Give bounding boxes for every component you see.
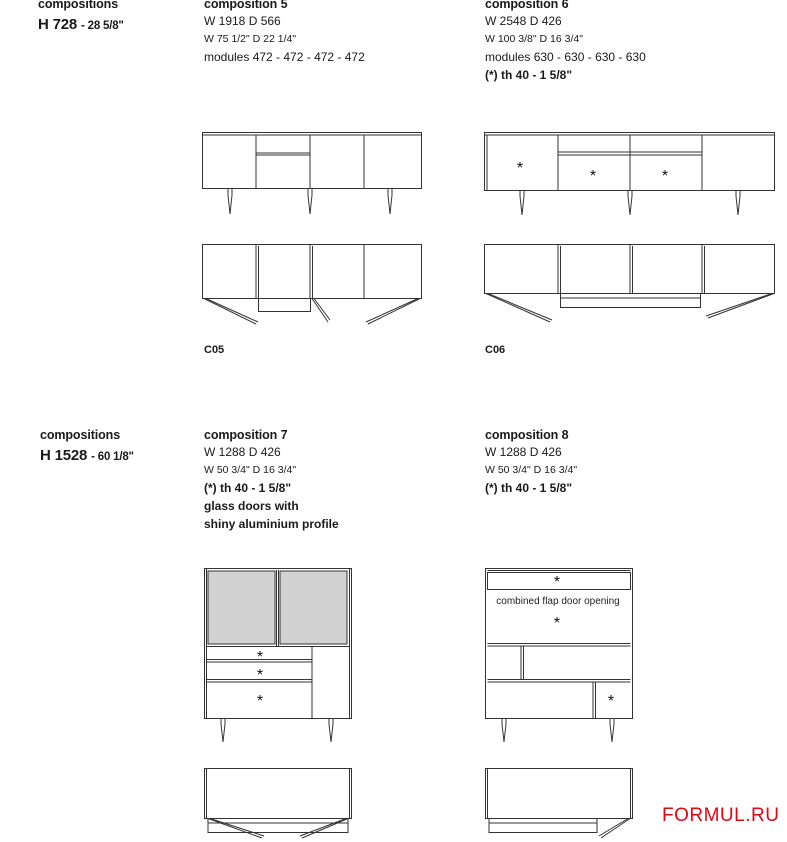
star-marker: *	[516, 160, 524, 177]
spec-line: W 1288 D 426	[204, 445, 281, 459]
composition-title: composition 6	[485, 0, 569, 11]
star-marker: *	[256, 667, 264, 684]
composition-5-front-drawing	[200, 130, 424, 220]
composition-code: C06	[485, 344, 506, 356]
composition-8-plan-drawing	[483, 764, 635, 842]
spec-line: W 75 1/2" D 22 1/4"	[204, 33, 297, 45]
composition-6-plan-drawing	[482, 240, 778, 330]
composition-title: composition 5	[204, 0, 288, 11]
composition-7-plan-drawing	[202, 764, 354, 842]
composition-title: composition 7	[204, 428, 288, 442]
glass-door	[208, 571, 275, 644]
group-height	[38, 16, 124, 33]
composition-7-specs	[204, 428, 339, 533]
star-marker: *	[256, 693, 264, 710]
composition-7-front-drawing	[202, 566, 354, 746]
star-marker: *	[553, 615, 561, 632]
height-mm: H 1528	[40, 447, 88, 464]
height-mm: H 728	[38, 16, 78, 33]
group-height	[40, 447, 134, 464]
spec-line: W 50 3/4" D 16 3/4"	[485, 464, 578, 476]
spec-line: (*) th 40 - 1 5/8"	[204, 481, 292, 495]
star-marker: *	[553, 574, 561, 591]
composition-6-specs	[485, 0, 646, 84]
spec-line: W 50 3/4" D 16 3/4"	[204, 464, 297, 476]
spec-line: W 100 3/8" D 16 3/4"	[485, 33, 583, 45]
height-inch: - 28 5/8"	[81, 20, 124, 32]
flap-door-label: combined flap door opening	[496, 596, 620, 607]
spec-line: W 1918 D 566	[204, 14, 281, 28]
glass-door	[280, 571, 347, 644]
composition-8-specs	[485, 428, 577, 497]
composition-6-front-drawing	[482, 130, 778, 220]
watermark-text: FORMUL.RU	[662, 805, 780, 826]
composition-code: C05	[204, 344, 225, 356]
star-marker: *	[256, 649, 264, 666]
composition-title: composition 8	[485, 428, 569, 442]
star-marker: *	[589, 168, 597, 185]
star-marker: *	[661, 168, 669, 185]
height-inch: - 60 1/8"	[91, 451, 134, 463]
spec-line: glass doors with	[204, 499, 299, 513]
spec-line: modules 630 - 630 - 630 - 630	[485, 50, 646, 64]
spec-line: W 1288 D 426	[485, 445, 562, 459]
composition-8-front-drawing	[483, 566, 635, 746]
star-marker: *	[607, 693, 615, 710]
spec-line: (*) th 40 - 1 5/8"	[485, 68, 573, 82]
group-label: compositions	[40, 428, 121, 442]
spec-line: modules 472 - 472 - 472 - 472	[204, 50, 365, 64]
spec-line: W 2548 D 426	[485, 14, 562, 28]
composition-5-specs	[204, 0, 365, 66]
spec-line: shiny aluminium profile	[204, 517, 339, 531]
composition-5-plan-drawing	[200, 240, 424, 330]
group-label: compositions	[38, 0, 119, 11]
spec-line: (*) th 40 - 1 5/8"	[485, 481, 573, 495]
